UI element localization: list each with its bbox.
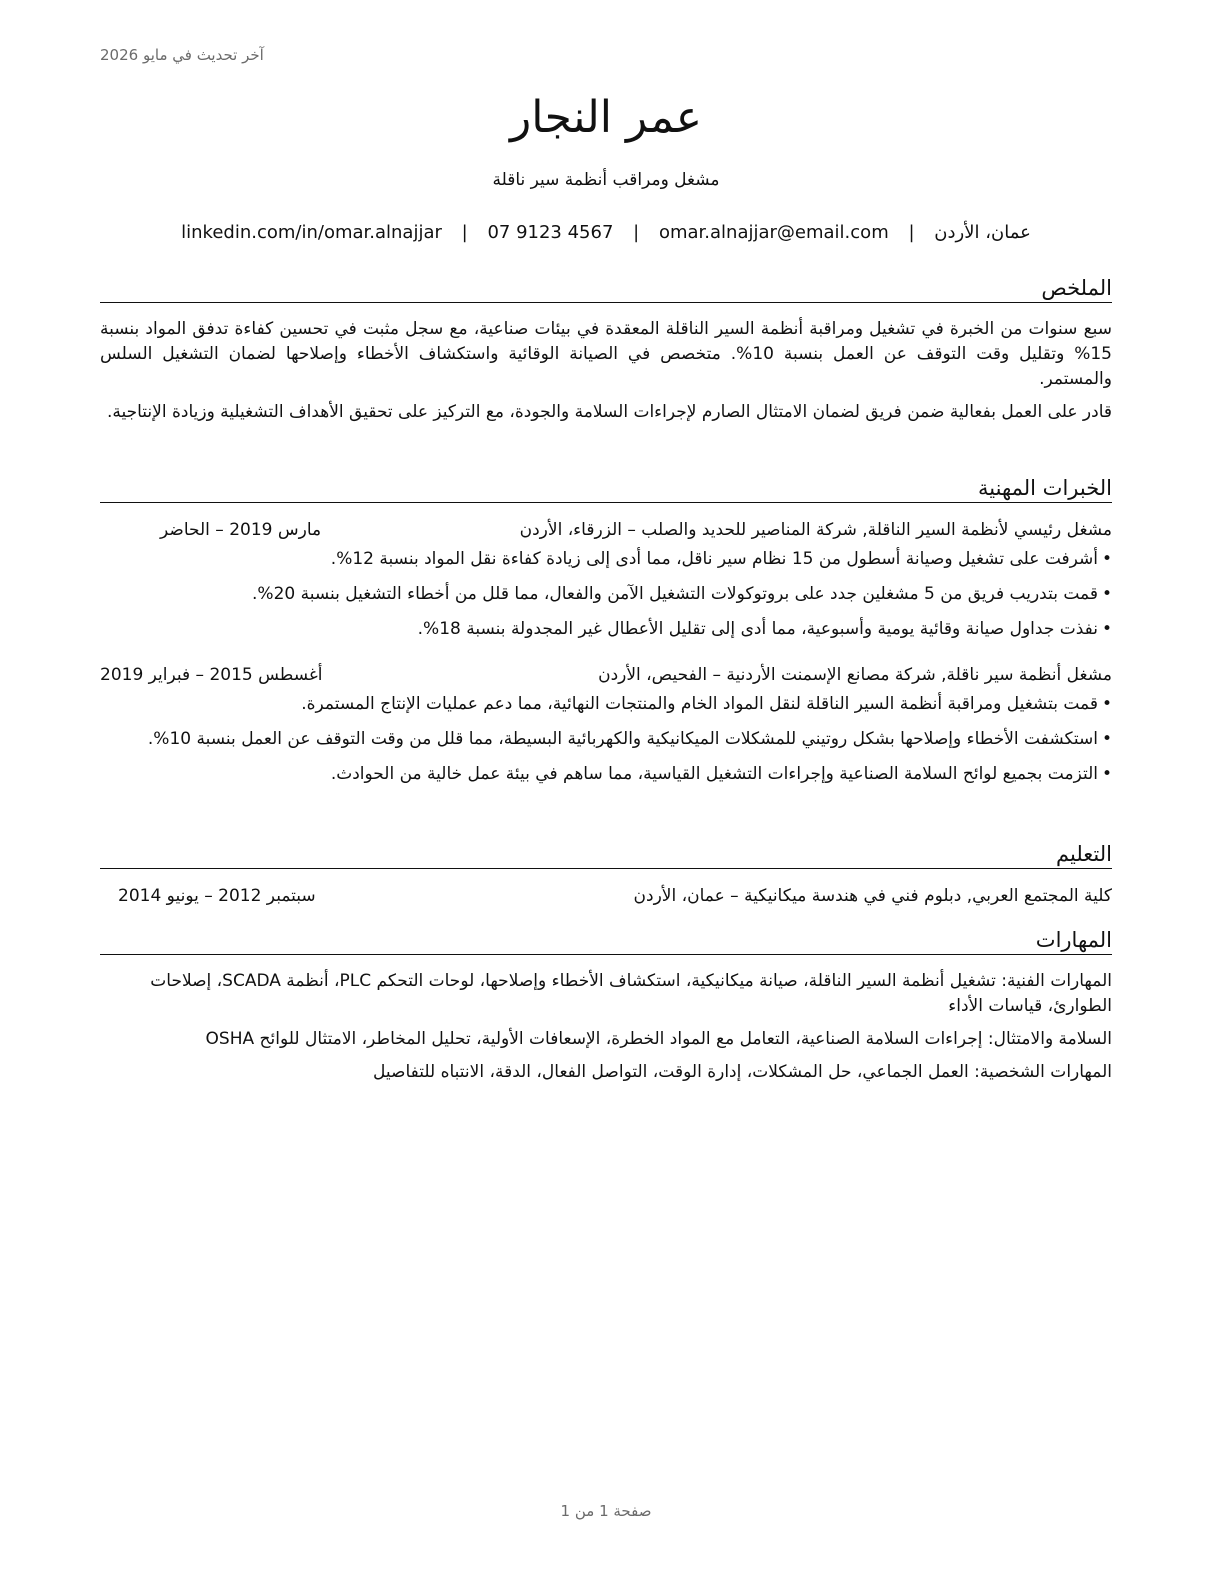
skills-title: المهارات: [100, 926, 1112, 955]
job-title: مشغل أنظمة سير ناقلة, شركة مصانع الإسمنت الأردنية – الفحيص، الأردن: [598, 665, 1112, 685]
job-header: [100, 662, 1112, 688]
bullet-dot: •: [1101, 764, 1112, 784]
bullet-dot: •: [1101, 729, 1112, 749]
contact-separator: |: [461, 222, 468, 243]
bullet-dot: •: [1101, 694, 1112, 714]
contact-linkedin[interactable]: linkedin.com/in/omar.alnajjar: [181, 222, 442, 243]
bullet-dot: •: [1101, 584, 1112, 604]
bullet-text: نفذت جداول صيانة وقائية يومية وأسبوعية، مما أدى إلى تقليل الأعطال غير المجدولة بنسبة 18%.: [417, 619, 1098, 639]
experience-title: الخبرات المهنية: [100, 474, 1112, 503]
education-dates: سبتمبر 2012 – يونيو 2014: [118, 886, 316, 906]
contact-separator: |: [908, 222, 915, 243]
bullet-text: أشرفت على تشغيل وصيانة أسطول من 15 نظام سير ناقل، مما أدى إلى زيادة كفاءة نقل المواد بنسبة 12%.: [330, 549, 1098, 569]
job-dates: أغسطس 2015 – فبراير 2019: [100, 665, 323, 685]
skills-technical: المهارات الفنية: تشغيل أنظمة السير الناقلة، صيانة ميكانيكية، استكشاف الأخطاء وإصلاحها، لوحات التحكم PLC، أنظمة SCADA، إصلاحات الطوارئ، قياسات الأداء: [150, 971, 1112, 1016]
experience-section: [100, 474, 1112, 797]
contact-line: [100, 222, 1112, 243]
list-item: [100, 762, 1112, 787]
resume-page: [100, 0, 1112, 1584]
bullet-text: قمت بتدريب فريق من 5 مشغلين جدد على بروتوكولات التشغيل الآمن والفعال، مما قلل من أخطاء التشغيل بنسبة 20%.: [252, 584, 1098, 604]
skills-soft: المهارات الشخصية: العمل الجماعي، حل المشكلات، إدارة الوقت، التواصل الفعال، الدقة، الانتباه للتفاصيل: [373, 1062, 1112, 1082]
bullet-text: استكشفت الأخطاء وإصلاحها بشكل روتيني للمشكلات الميكانيكية والكهربائية البسيطة، مما قلل من وقت التوقف عن العمل بنسبة 10%.: [147, 729, 1098, 749]
job-entry: [100, 662, 1112, 787]
education-entry: [100, 883, 1112, 909]
job-bullets: [100, 547, 1112, 642]
candidate-role: مشغل ومراقب أنظمة سير ناقلة: [492, 170, 720, 190]
job-title: مشغل رئيسي لأنظمة السير الناقلة, شركة المناصير للحديد والصلب – الزرقاء، الأردن: [519, 520, 1112, 540]
list-item: [100, 547, 1112, 572]
contact-phone: 07 9123 4567: [487, 222, 614, 243]
education-title: التعليم: [100, 840, 1112, 869]
contact-separator: |: [633, 222, 640, 243]
summary-paragraph: قادر على العمل بفعالية ضمن فريق لضمان الامتثال الصارم لإجراءات السلامة والجودة، مع التركيز على تحقيق الأهداف التشغيلية وزيادة الإنتاجية.: [106, 402, 1112, 422]
job-dates: مارس 2019 – الحاضر: [160, 520, 322, 540]
list-item: [100, 692, 1112, 717]
job-header: [100, 517, 1112, 543]
contact-email[interactable]: omar.alnajjar@email.com: [658, 222, 889, 243]
education-institution: كلية المجتمع العربي, دبلوم فني في هندسة ميكانيكية – عمان، الأردن: [633, 886, 1112, 906]
page-number: صفحة 1 من 1: [560, 1502, 652, 1520]
list-item: [100, 582, 1112, 607]
education-section: [100, 840, 1112, 909]
bullet-dot: •: [1101, 549, 1112, 569]
summary-paragraph: سبع سنوات من الخبرة في تشغيل ومراقبة أنظمة السير الناقلة المعقدة في بيئات صناعية، مع سجل مثبت في تحسين كفاءة تدفق المواد بنسبة 15% وتقليل وقت التوقف عن العمل بنسبة 10%. متخصص في الصيانة الوقائية واستكشاف الأخطاء وإصلاحها لضمان التشغيل السلس والمستمر.: [100, 319, 1112, 389]
contact-location: عمان، الأردن: [934, 222, 1031, 243]
bullet-text: قمت بتشغيل ومراقبة أنظمة السير الناقلة لنقل المواد الخام والمنتجات النهائية، مما دعم عمليات الإنتاج المستمرة.: [301, 694, 1098, 714]
last-updated: آخر تحديث في مايو 2026: [100, 46, 264, 64]
bullet-dot: •: [1101, 619, 1112, 639]
job-entry: [100, 517, 1112, 642]
bullet-text: التزمت بجميع لوائح السلامة الصناعية وإجراءات التشغيل القياسية، مما ساهم في بيئة عمل خالية من الحوادث.: [330, 764, 1098, 784]
skills-section: [100, 926, 1112, 1093]
summary-section: [100, 274, 1112, 433]
list-item: [100, 617, 1112, 642]
job-bullets: [100, 692, 1112, 787]
skills-safety: السلامة والامتثال: إجراءات السلامة الصناعية، التعامل مع المواد الخطرة، الإسعافات الأولية، تحليل المخاطر، الامتثال للوائح OSHA: [205, 1029, 1112, 1049]
summary-title: الملخص: [100, 274, 1112, 303]
list-item: [100, 727, 1112, 752]
candidate-name: عمر النجار: [510, 92, 702, 143]
